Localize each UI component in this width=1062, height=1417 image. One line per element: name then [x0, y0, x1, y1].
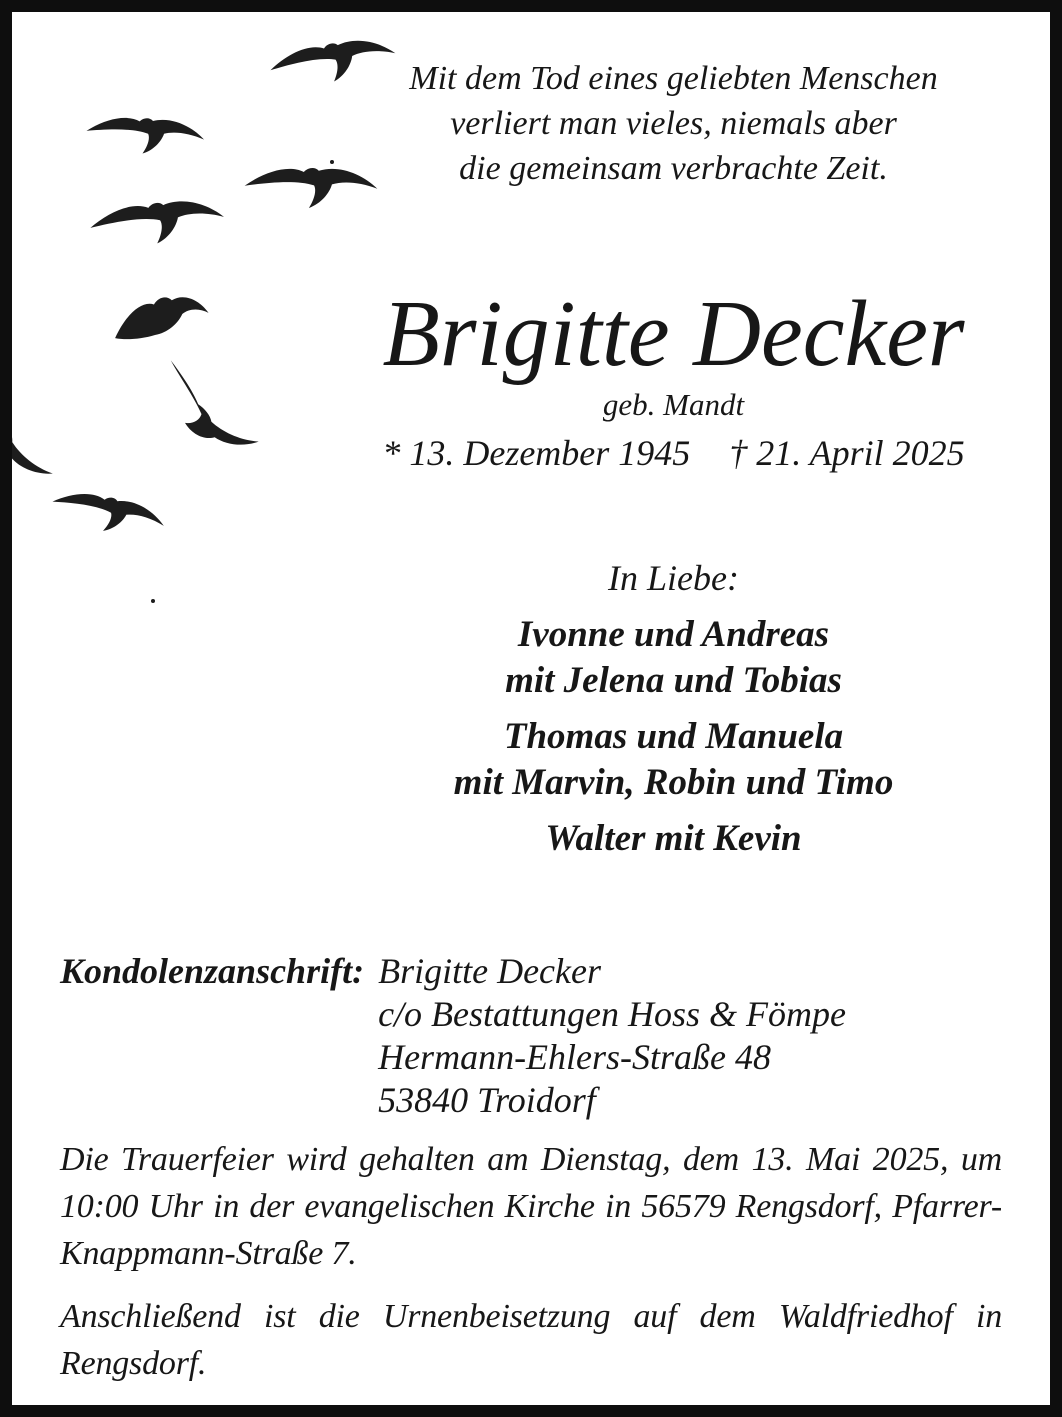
print-speck	[151, 599, 155, 603]
epigraph-line: Mit dem Tod eines geliebten Menschen	[409, 60, 938, 97]
mourner-group	[345, 816, 1002, 862]
mourner-line: Walter mit Kevin	[545, 818, 802, 859]
mourner-line: mit Jelena und Tobias	[505, 660, 842, 701]
bird-icon	[89, 199, 225, 247]
print-speck	[330, 160, 334, 164]
mourner-line: Ivonne und Andreas	[517, 614, 830, 655]
epigraph-verse	[345, 56, 1002, 191]
address-line: Hermann-Ehlers-Straße 48	[378, 1037, 772, 1077]
mourner-line: Thomas und Manuela	[503, 716, 844, 757]
bird-icon	[12, 372, 74, 476]
epigraph-line: verliert man vieles, niemals aber	[450, 105, 897, 142]
mourner-group	[345, 714, 1002, 806]
address-line: Brigitte Decker	[378, 951, 601, 991]
funeral-service-paragraph: Die Trauerfeier wird gehalten am Dienstag, dem 13. Mai 2025, um 10:00 Uhr in der evangelischen Kirche in 56579 Rengsdorf, Pfarrer-Knappmann-Straße 7.	[60, 1141, 1002, 1272]
mourners-list	[345, 612, 1002, 862]
condolence-address-label: Kondolenzanschrift:	[60, 951, 365, 991]
condolence-address	[378, 950, 1002, 1122]
epigraph-line: die gemeinsam verbrachte Zeit.	[459, 150, 888, 187]
bird-icon	[171, 360, 259, 444]
in-liebe-heading: In Liebe:	[608, 558, 739, 598]
death-date: † 21. April 2025	[729, 433, 965, 473]
condolence-address-block	[60, 950, 1002, 1122]
address-line: 53840 Troidorf	[378, 1080, 596, 1120]
mourner-group	[345, 612, 1002, 704]
deceased-name: Brigitte Decker	[382, 282, 965, 386]
maiden-name: geb. Mandt	[602, 387, 745, 422]
bird-icon	[85, 112, 206, 160]
burial-paragraph: Anschließend ist die Urnenbeisetzung auf dem Waldfriedhof in Rengsdorf.	[60, 1298, 1002, 1382]
address-line: c/o Bestattungen Hoss & Fömpe	[378, 994, 847, 1034]
bird-icon	[49, 484, 168, 545]
life-dates	[345, 430, 1002, 476]
bird-icon	[115, 297, 208, 339]
mourner-line: mit Marvin, Robin und Timo	[453, 762, 894, 803]
birth-date: * 13. Dezember 1945	[382, 433, 691, 473]
